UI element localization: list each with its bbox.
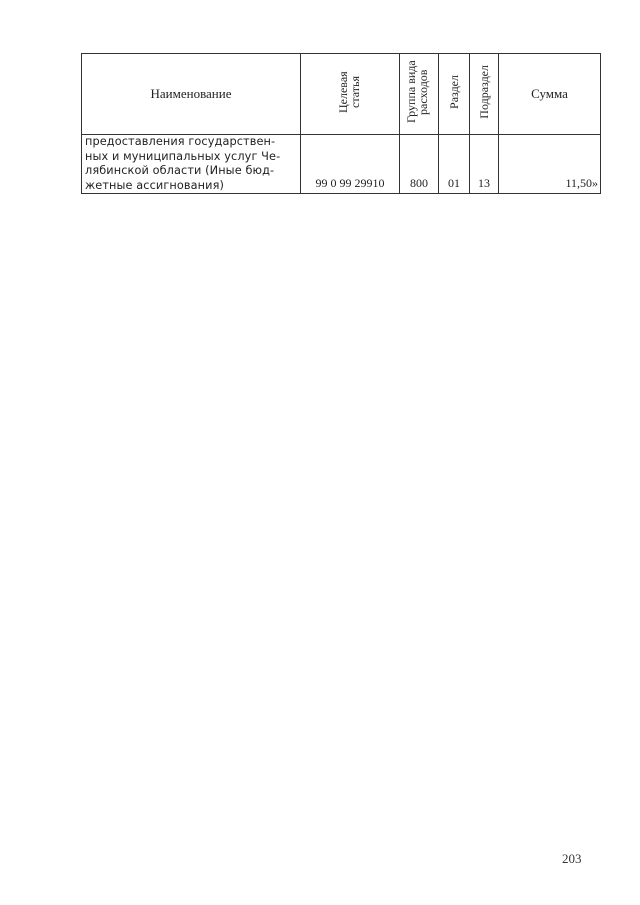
- header-expense-group: [400, 54, 439, 135]
- row-expense-group: 800: [400, 135, 439, 194]
- row-name-line: ных и муниципальных услуг Че-: [85, 149, 281, 163]
- header-amount-label: Сумма: [531, 86, 568, 101]
- header-subsection-label: Подраздел: [477, 65, 491, 119]
- page-number: 203: [562, 851, 582, 866]
- header-name: [82, 54, 301, 135]
- header-amount: [499, 54, 601, 135]
- table-header-row: [82, 54, 601, 135]
- header-name-label: Наименование: [150, 86, 232, 101]
- row-name-line: лябинской области (Иные бюд-: [85, 164, 275, 177]
- row-amount: 11,50»: [499, 135, 601, 194]
- row-name-cell: [82, 135, 301, 194]
- row-name-line: предоставления государствен-: [85, 135, 276, 148]
- header-target-article: [301, 54, 400, 135]
- budget-table: [81, 53, 601, 194]
- header-expense-group-label: Группа вида расходов: [404, 60, 430, 124]
- header-subsection: [470, 54, 499, 135]
- row-section: 01: [439, 135, 470, 194]
- header-target-article-label: Целевая статья: [336, 71, 362, 113]
- header-section: [439, 54, 470, 135]
- table-row: [82, 135, 601, 194]
- row-target-article: 99 0 99 29910: [301, 135, 400, 194]
- row-subsection: 13: [470, 135, 499, 194]
- row-name-line: жетные ассигнования): [85, 178, 224, 192]
- header-section-label: Раздел: [447, 75, 461, 109]
